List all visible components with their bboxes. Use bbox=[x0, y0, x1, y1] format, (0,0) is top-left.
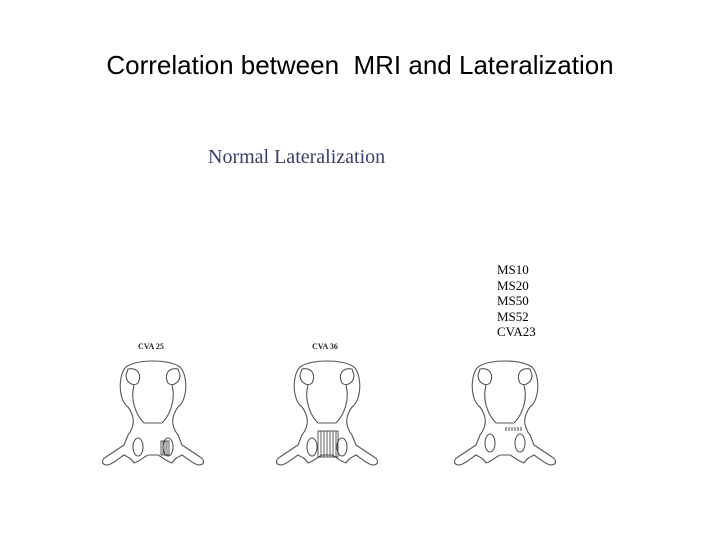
case-item: MS50 bbox=[497, 293, 529, 308]
figure-label-cva25: CVA 25 bbox=[138, 342, 164, 351]
brainstem-diagram-cva36 bbox=[262, 345, 392, 495]
figure-label-cva36: CVA 36 bbox=[312, 342, 338, 351]
slide-title: Correlation between MRI and Lateralization bbox=[106, 50, 614, 80]
brainstem-drawing bbox=[262, 345, 392, 495]
case-item: MS20 bbox=[497, 277, 529, 293]
slide-subtitle: Normal Lateralization bbox=[208, 146, 386, 168]
brainstem-drawing bbox=[88, 345, 218, 495]
case-item: MS10 bbox=[497, 262, 529, 277]
case-list bbox=[497, 262, 536, 340]
brainstem-diagram-3 bbox=[440, 345, 570, 495]
brainstem-drawing bbox=[440, 345, 570, 495]
brainstem-diagram-cva25 bbox=[88, 345, 218, 495]
case-item: MS52 bbox=[497, 308, 529, 324]
case-item: CVA23 bbox=[497, 324, 536, 339]
